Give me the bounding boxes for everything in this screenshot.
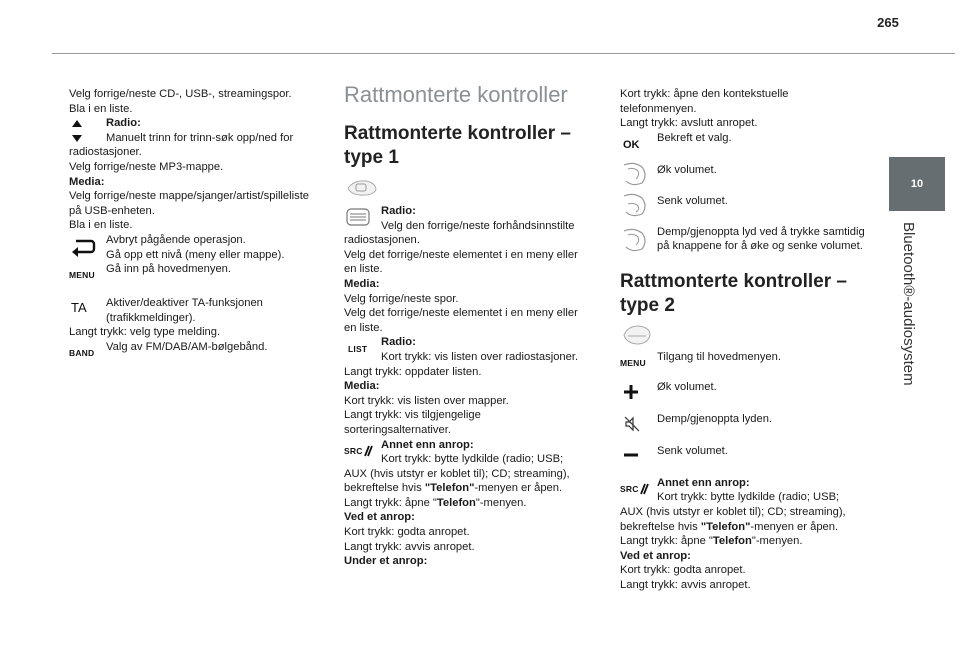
- telefon-bold: Telefon: [436, 496, 476, 509]
- src-icon-label: SRC: [620, 483, 639, 494]
- text-line: en liste.: [344, 321, 383, 334]
- column-2: [344, 82, 594, 569]
- subheading-line: type 1: [344, 147, 399, 168]
- src-phone-icon: [344, 444, 373, 459]
- text-line: [620, 520, 878, 535]
- minus-icon: [624, 453, 638, 457]
- text-fragment: Langt trykk: åpne ": [344, 496, 437, 509]
- list-row: [344, 335, 594, 364]
- text-line: (trafikkmeldinger).: [106, 311, 196, 324]
- ta-icon: TA: [71, 300, 87, 316]
- text-line: Gå inn på hovedmenyen.: [106, 263, 232, 276]
- text-line: Aktiver/deaktiver TA-funksjonen: [106, 297, 263, 310]
- text-fragment: Langt trykk: åpne ": [620, 535, 713, 548]
- text-line: Avbryt pågående operasjon.: [106, 233, 246, 246]
- menu-row: [620, 350, 878, 380]
- chapter-tab: 10: [889, 157, 945, 211]
- text-line: telefonmenyen.: [620, 102, 697, 115]
- text-fragment: -menyen er åpen.: [750, 520, 839, 533]
- text-line: Velg forrige/neste mappe/sjanger/artist/spilleliste: [69, 190, 310, 203]
- text-line: Bekreft et valg.: [657, 131, 732, 144]
- text-line: AUX (hvis utstyr er koblet til); CD; streaming),: [344, 467, 570, 480]
- media-label: Media:: [69, 175, 105, 188]
- menu-row: [69, 262, 331, 296]
- text-line: Kort trykk: godta anropet.: [344, 526, 470, 539]
- text-line: på knappene for å øke og senke volumet.: [657, 240, 863, 253]
- volume-up-row: [620, 163, 878, 194]
- text-line: Velg den forrige/neste forhåndsinnstilte: [381, 219, 575, 232]
- src-row: [620, 476, 878, 505]
- text-line: Senk volumet.: [657, 194, 728, 207]
- mute-control-icon: [620, 227, 650, 253]
- text-fragment: bekreftelse hvis: [344, 482, 425, 495]
- text-line: på USB-enheten.: [69, 204, 155, 217]
- text-line: en liste.: [344, 263, 383, 276]
- call-label: Ved et anrop:: [344, 511, 415, 524]
- band-row: [69, 340, 331, 358]
- text-line: Kort trykk: åpne den kontekstuelle: [620, 88, 789, 100]
- text-line: Kort trykk: vis listen over radiostasjoner.: [381, 350, 579, 363]
- text-line: Velg forrige/neste MP3-mappe.: [69, 160, 224, 173]
- other-than-call-label: Annet enn anrop:: [381, 438, 474, 451]
- text-line: Øk volumet.: [657, 163, 717, 176]
- text-fragment: -menyen er åpen.: [474, 482, 563, 495]
- text-line: radiostasjoner.: [69, 146, 142, 159]
- text-line: Langt trykk: vis tilgjengelige: [344, 409, 481, 422]
- media-label: Media:: [344, 380, 380, 393]
- mute2-row: [620, 412, 878, 444]
- ok-row: [620, 131, 878, 163]
- src-phone-icon: [620, 482, 649, 497]
- text-fragment: "-menyen.: [751, 535, 803, 548]
- volume-up-control-icon: [620, 161, 650, 187]
- text-line: Demp/gjenoppta lyden.: [657, 412, 773, 425]
- page-number: 265: [877, 15, 899, 30]
- media-label: Media:: [344, 277, 380, 290]
- text-line: Gå opp ett nivå (meny eller mappe).: [106, 248, 285, 261]
- text-line: [344, 496, 594, 511]
- subheading-line: Rattmonterte kontroller –: [620, 270, 847, 292]
- text-line: radiostasjonen.: [344, 234, 420, 247]
- up-down-arrows-icon: [70, 118, 92, 144]
- text-line: AUX (hvis utstyr er koblet til); CD; streaming),: [620, 505, 846, 518]
- text-line: sorteringsalternativer.: [344, 423, 451, 436]
- text-line: Langt trykk: avslutt anropet.: [620, 117, 758, 130]
- text-line: Langt trykk: avvis anropet.: [620, 578, 751, 591]
- text-line: Langt trykk: avvis anropet.: [344, 540, 475, 553]
- menu-icon: MENU: [69, 269, 95, 280]
- radio-label: Radio:: [106, 117, 141, 130]
- text-line: Tilgang til hovedmenyen.: [657, 350, 781, 363]
- text-line: [344, 481, 594, 496]
- during-call-label: Under et anrop:: [344, 555, 428, 568]
- telefon-bold: "Telefon": [424, 482, 475, 495]
- telefon-bold: "Telefon": [700, 520, 751, 533]
- text-line: Velg forrige/neste spor.: [344, 292, 459, 305]
- subheading-line: type 2: [620, 294, 675, 316]
- radio-label: Radio:: [381, 205, 416, 217]
- column-1: [69, 87, 331, 358]
- ok-icon: OK: [623, 138, 640, 151]
- band-icon: BAND: [69, 347, 95, 358]
- steering-control-type1-icon: [344, 178, 594, 204]
- text-line: Senk volumet.: [657, 444, 728, 457]
- text-fragment: "-menyen.: [475, 496, 527, 509]
- text-line: Kort trykk: bytte lydkilde (radio; USB;: [657, 491, 840, 504]
- call-label: Ved et anrop:: [620, 549, 691, 562]
- list-icon: LIST: [348, 344, 368, 355]
- other-than-call-label: Annet enn anrop:: [657, 476, 750, 489]
- chapter-title: Bluetooth®-audiosystem: [900, 222, 917, 386]
- back-arrow-icon: [70, 236, 98, 258]
- plus-icon: [624, 385, 638, 399]
- plus-row: [620, 380, 878, 412]
- src-icon-label: SRC: [344, 445, 363, 456]
- text-line: Bla i en liste.: [69, 219, 133, 232]
- text-line: Kort trykk: godta anropet.: [620, 564, 746, 577]
- ta-row: [69, 296, 331, 325]
- scroll-wheel-icon: [344, 206, 372, 228]
- volume-down-row: [620, 194, 878, 225]
- text-line: Velg det forrige/neste elementet i en meny eller: [344, 248, 578, 261]
- text-line: Langt trykk: velg type melding.: [69, 326, 221, 339]
- text-line: Øk volumet.: [657, 380, 717, 393]
- radio-label: Radio:: [381, 336, 416, 349]
- column-3: [620, 87, 878, 593]
- volume-down-control-icon: [620, 192, 650, 218]
- text-line: Velg det forrige/neste elementet i en meny eller: [344, 307, 578, 320]
- mute-row: [620, 225, 878, 259]
- telefon-bold: Telefon: [712, 535, 752, 548]
- text-line: [620, 534, 878, 549]
- radio-arrows-row: [69, 116, 331, 145]
- text-line: Velg forrige/neste CD-, USB-, streamingspor.: [69, 88, 292, 100]
- chapter-side-label: [896, 222, 918, 412]
- header-rule: [52, 53, 955, 54]
- back-row: [69, 233, 331, 262]
- text-line: Langt trykk: oppdater listen.: [344, 365, 482, 378]
- text-line: Kort trykk: bytte lydkilde (radio; USB;: [381, 453, 564, 466]
- radio-row: [344, 204, 594, 233]
- mute-speaker-icon: [623, 415, 641, 433]
- menu-icon: MENU: [620, 357, 646, 368]
- subheading-line: Rattmonterte kontroller –: [344, 123, 571, 144]
- text-fragment: bekreftelse hvis: [620, 520, 701, 533]
- text-line: Manuelt trinn for trinn-søk opp/ned for: [106, 131, 294, 144]
- steering-control-type2-icon: [620, 324, 878, 350]
- text-line: Demp/gjenoppta lyd ved å trykke samtidig: [657, 225, 865, 238]
- section-heading: Rattmonterte kontroller: [344, 82, 568, 107]
- src-row: [344, 438, 594, 467]
- text-line: Bla i en liste.: [69, 102, 133, 115]
- text-line: Valg av FM/DAB/AM-bølgebånd.: [106, 340, 268, 353]
- minus-row: [620, 444, 878, 476]
- text-line: Kort trykk: vis listen over mapper.: [344, 394, 509, 407]
